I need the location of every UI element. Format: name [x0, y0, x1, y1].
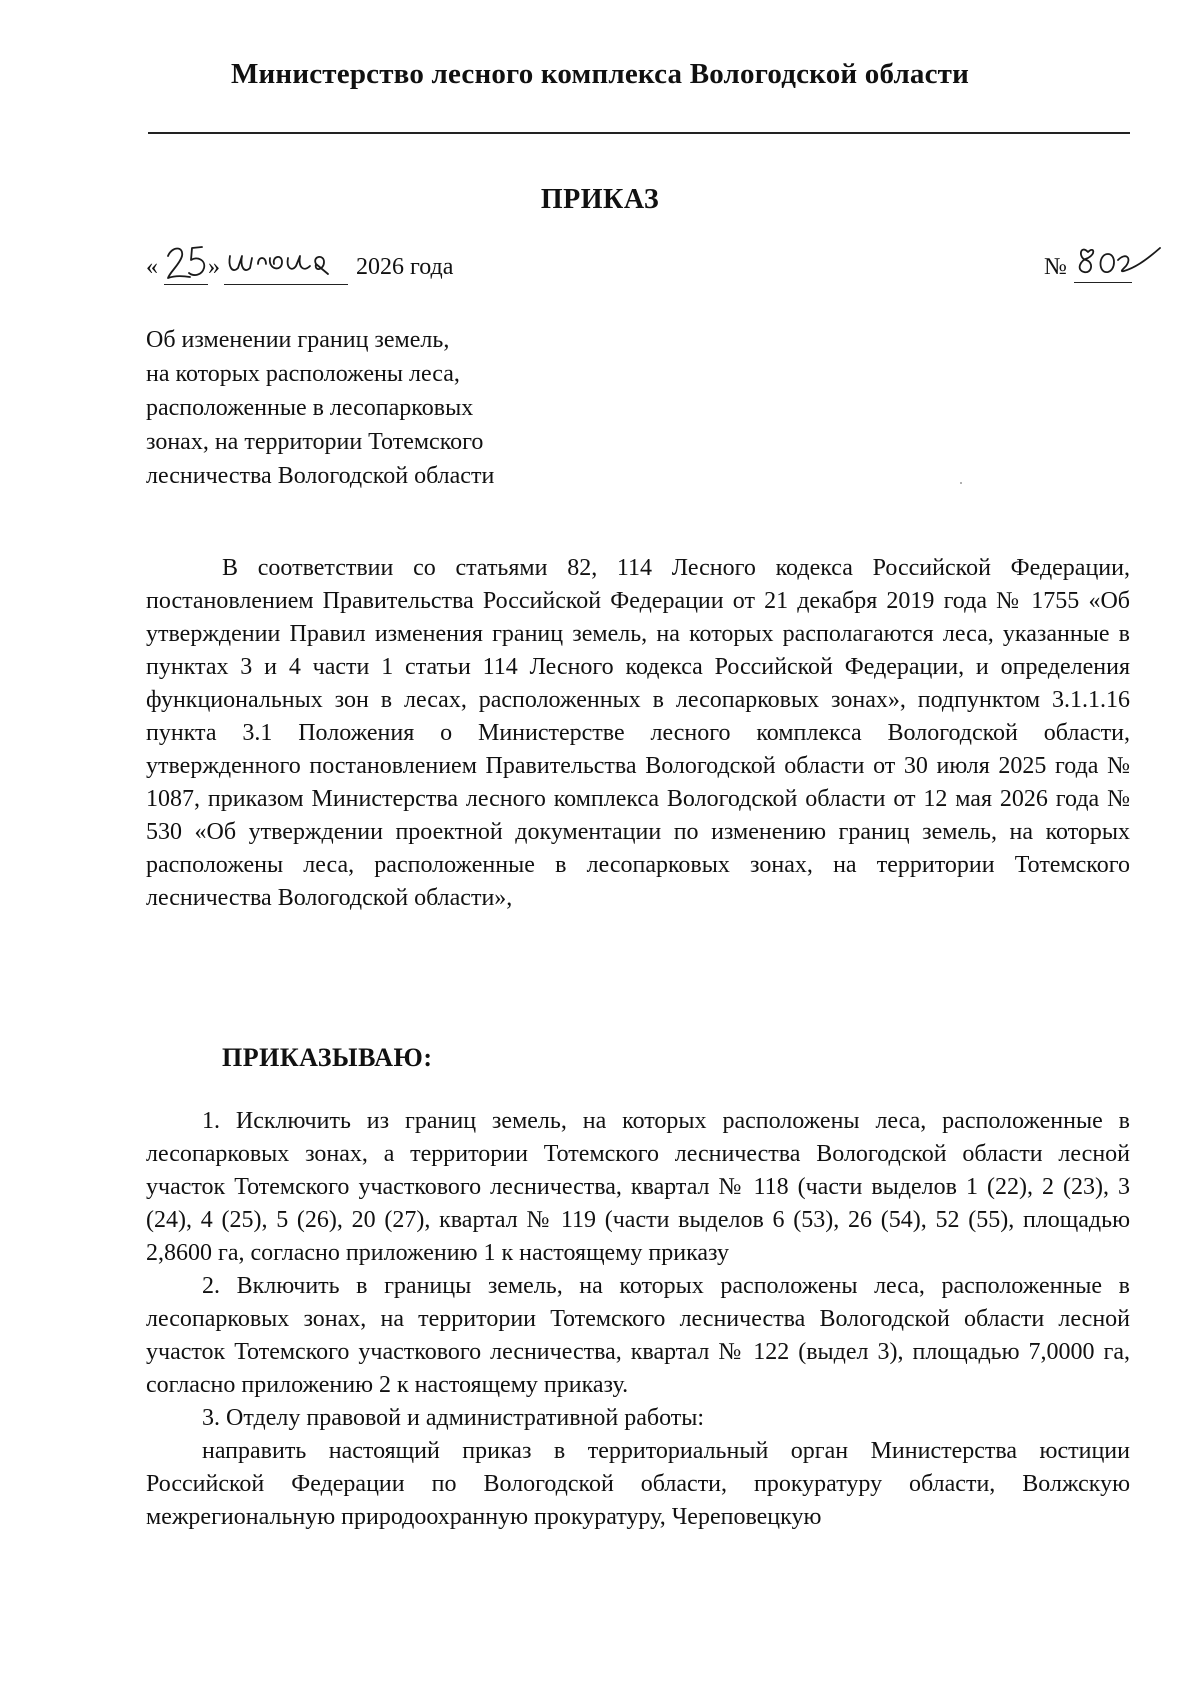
order-item: направить настоящий приказ в территориальный орган Министерства юстиции Российской Федерации по Вологодской области, прокуратуру области, Волжскую межрегиональную природоохранную прокуратуру, Череповецкую	[146, 1438, 1130, 1530]
order-directive-heading: ПРИКАЗЫВАЮ:	[222, 1043, 433, 1072]
day-underline	[164, 284, 208, 285]
date-year: 2026 года	[356, 254, 454, 280]
header-divider	[148, 132, 1130, 134]
date-close-quote: »	[208, 254, 220, 280]
document-type-title: ПРИКАЗ	[540, 184, 660, 215]
order-subject	[146, 323, 586, 493]
subject-line: лесничества Вологодской области	[146, 463, 495, 489]
subject-line: Об изменении границ земель,	[146, 327, 450, 353]
order-date	[146, 250, 546, 290]
handwritten-day	[164, 242, 210, 284]
order-item: 2. Включить в границы земель, на которых расположены леса, расположенные в лесопарковых зонах, на территории Тотемского лесничества Вологодской области лесной участок Тотемского участкового лесничества, квартал № 122 (выдел 3), площадью 7,0000 га, согласно приложению 2 к настоящему приказу.	[146, 1273, 1130, 1398]
subject-line: расположенные в лесопарковых	[146, 395, 474, 421]
subject-line: на которых расположены леса,	[146, 361, 460, 387]
handwritten-month	[224, 244, 348, 284]
organization-title: Министерство лесного комплекса Вологодской области	[230, 58, 970, 90]
handwritten-number	[1074, 240, 1162, 286]
order-number	[1044, 252, 1164, 292]
number-underline	[1074, 282, 1132, 283]
number-sign: №	[1044, 254, 1067, 280]
scan-speck	[960, 482, 962, 484]
date-open-quote: «	[146, 254, 158, 280]
order-item: 1. Исключить из границ земель, на которых расположены леса, расположенные в лесопарковых зонах, а территории Тотемского лесничества Вологодской области лесной участок Тотемского участкового лесничества, квартал № 118 (части выделов 1 (22), 2 (23), 3 (24), 4 (25), 5 (26), 20 (27), квартал № 119 (части выделов 6 (53), 26 (54), 52 (55), площадью 2,8600 га, согласно приложению 1 к настоящему приказу	[146, 1108, 1130, 1266]
order-item: 3. Отделу правовой и административной работы:	[202, 1405, 705, 1431]
subject-line: зонах, на территории Тотемского	[146, 429, 484, 455]
month-underline	[224, 284, 348, 285]
preamble-paragraph: В соответствии со статьями 82, 114 Лесного кодекса Российской Федерации, постановлением Правительства Российской Федерации от 21 декабря 2019 года № 1755 «Об утверждении Правил изменения границ земель, на которых располагаются леса, указанные в пунктах 3 и 4 части 1 статьи 114 Лесного кодекса Российской Федерации, и определения функциональных зон в лесах, расположенных в лесопарковых зонах», подпунктом 3.1.1.16 пункта 3.1 Положения о Министерстве лесного комплекса Вологодской области, утвержденного постановлением Правительства Вологодской области от 30 июля 2025 года № 1087, приказом Министерства лесного комплекса Вологодской области от 12 мая 2026 года № 530 «Об утверждении проектной документации по изменению границ земель, на которых расположены леса, расположенные в лесопарковых зонах, на территории Тотемского лесничества Вологодской области»,	[146, 555, 1130, 911]
order-items	[146, 1105, 1130, 1534]
